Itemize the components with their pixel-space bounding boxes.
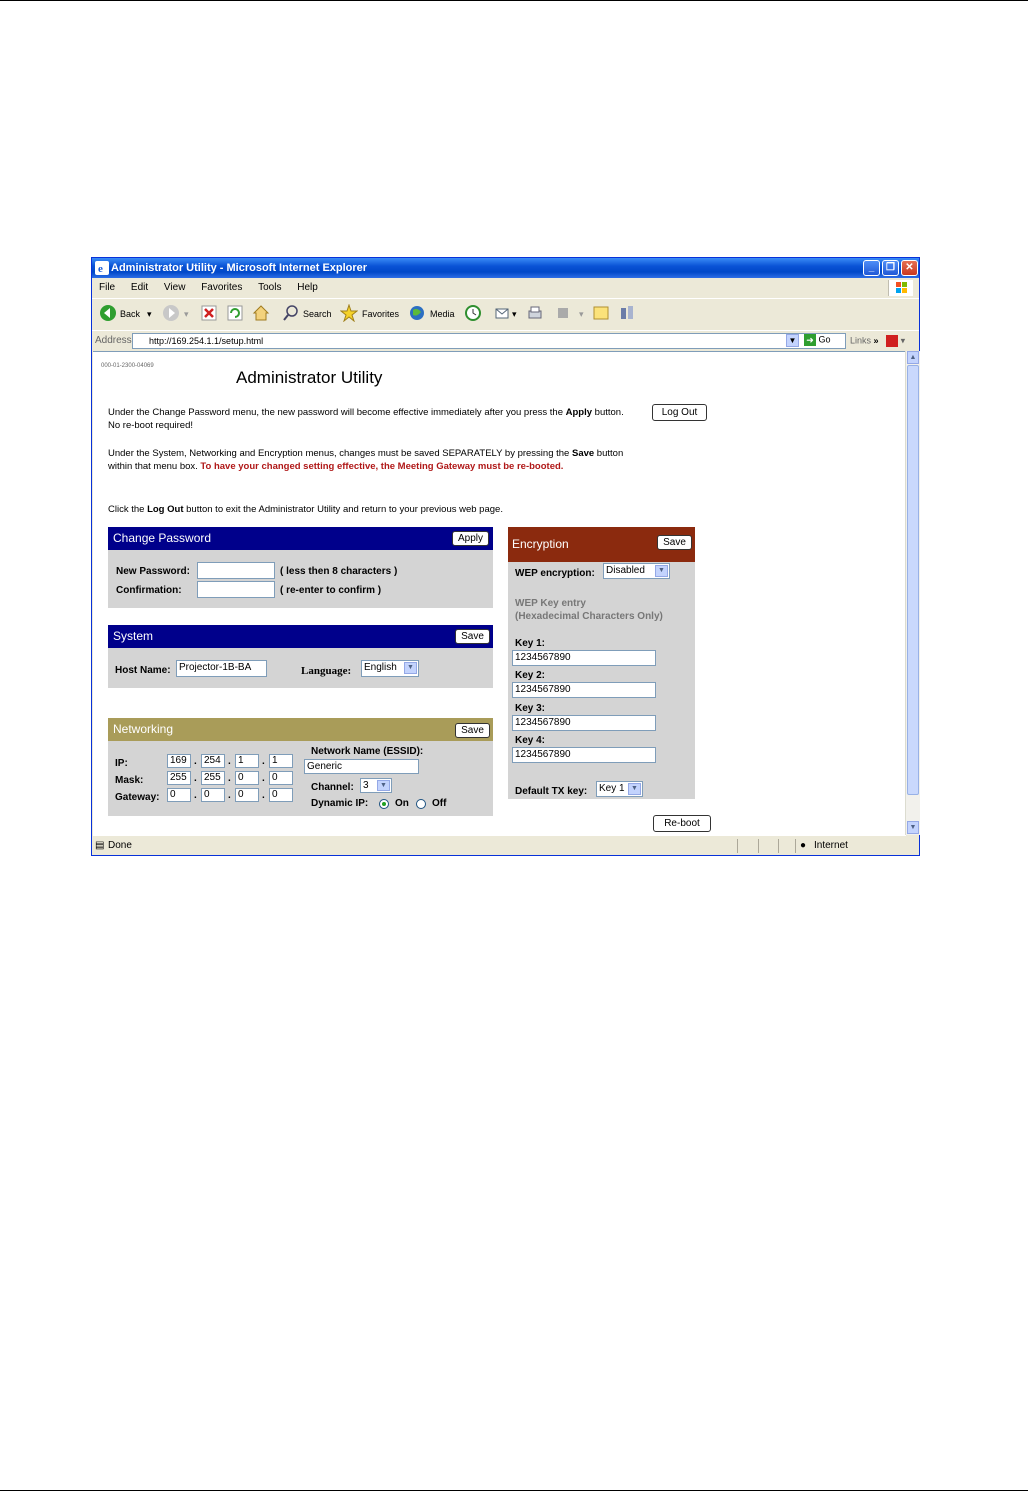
scroll-thumb[interactable] <box>907 365 919 795</box>
window-title: Administrator Utility - Microsoft Internet Explorer <box>111 262 368 274</box>
back-button[interactable]: Back <box>120 309 141 319</box>
networking-header: Networking <box>108 718 493 741</box>
change-password-header: Change Password <box>108 527 493 550</box>
back-icon[interactable] <box>99 304 117 322</box>
mask-label: Mask: <box>115 775 144 786</box>
intro-paragraph-3: Click the Log Out button to exit the Administrator Utility and return to your previous web page. <box>108 504 503 515</box>
encryption-header: Encryption <box>508 527 695 562</box>
menu-favorites[interactable]: Favorites <box>201 282 243 293</box>
address-bar <box>92 330 919 351</box>
back-dropdown-icon[interactable]: ▾ <box>147 309 152 319</box>
gateway-octet-4[interactable]: 0 <box>269 788 293 802</box>
restore-button[interactable]: ❐ <box>882 260 899 276</box>
wep-key-entry-label: WEP Key entry <box>515 598 586 609</box>
close-button[interactable]: ✕ <box>901 260 918 276</box>
dynamic-ip-on-radio[interactable] <box>379 799 389 809</box>
edit-dropdown-icon[interactable]: ▾ <box>579 309 584 319</box>
ip-octet-2[interactable]: 254 <box>201 754 225 768</box>
scroll-down-icon[interactable]: ▼ <box>907 821 919 834</box>
history-icon[interactable] <box>464 304 482 322</box>
mask-octet-1[interactable]: 255 <box>167 771 191 785</box>
mask-octet-3[interactable]: 0 <box>235 771 259 785</box>
toolbar-extra-icon[interactable] <box>886 335 898 347</box>
host-name-input[interactable]: Projector-1B-BA <box>176 660 267 677</box>
channel-label: Channel: <box>311 782 354 793</box>
go-button[interactable]: ➜ Go <box>804 334 831 346</box>
favorites-icon[interactable] <box>340 304 358 322</box>
edit-icon[interactable] <box>554 304 572 322</box>
intro-paragraph-1: Under the Change Password menu, the new password will become effective immediately after you press the Apply button. No re-boot required! <box>108 407 624 431</box>
print-icon[interactable] <box>526 304 544 322</box>
stop-icon[interactable] <box>200 304 218 322</box>
zone-text: Internet <box>814 840 848 851</box>
system-header: System <box>108 625 493 648</box>
address-label: Address <box>95 335 132 346</box>
confirmation-label: Confirmation: <box>116 585 182 596</box>
wep-encryption-select[interactable]: Disabled ▼ <box>603 563 670 579</box>
page-done-icon: ▤ <box>95 840 105 851</box>
media-icon[interactable] <box>408 304 426 322</box>
ip-octet-4[interactable]: 1 <box>269 754 293 768</box>
status-text: Done <box>108 840 132 851</box>
key2-label: Key 2: <box>515 670 546 681</box>
key2-input[interactable]: 1234567890 <box>512 682 656 698</box>
essid-label: Network Name (ESSID): <box>311 746 424 757</box>
chevron-down-icon: ▼ <box>628 783 641 795</box>
menu-file[interactable]: File <box>99 282 116 293</box>
menu-help[interactable]: Help <box>297 282 318 293</box>
encryption-save-button[interactable]: Save <box>657 535 692 550</box>
key3-label: Key 3: <box>515 703 546 714</box>
ie-icon <box>95 261 109 275</box>
system-panel <box>108 625 493 688</box>
mask-octet-4[interactable]: 0 <box>269 771 293 785</box>
search-button[interactable]: Search <box>303 309 332 319</box>
scroll-up-icon[interactable]: ▲ <box>907 351 919 364</box>
go-icon: ➜ <box>804 334 816 346</box>
menu-edit[interactable]: Edit <box>130 282 149 293</box>
wep-encryption-label: WEP encryption: <box>515 568 595 579</box>
encryption-panel <box>508 527 695 799</box>
svg-text:e: e <box>98 263 103 275</box>
language-label: Language: <box>301 665 352 677</box>
favorites-button[interactable]: Favorites <box>362 309 400 319</box>
menu-bar <box>92 279 919 297</box>
menu-view[interactable]: View <box>163 282 186 293</box>
ip-label: IP: <box>115 758 128 769</box>
dynamic-ip-off-radio[interactable] <box>416 799 426 809</box>
ip-octet-3[interactable]: 1 <box>235 754 259 768</box>
messenger-icon[interactable] <box>618 304 636 322</box>
status-bar <box>92 837 919 855</box>
media-button[interactable]: Media <box>430 309 455 319</box>
bottom-rule <box>0 1490 1028 1491</box>
address-url: http://169.254.1.1/setup.html <box>149 336 264 346</box>
channel-select[interactable]: 3 ▼ <box>360 778 392 793</box>
page-content <box>93 351 906 836</box>
discuss-icon[interactable] <box>592 304 610 322</box>
home-icon[interactable] <box>252 304 270 322</box>
mail-icon[interactable] <box>494 304 512 322</box>
key3-input[interactable]: 1234567890 <box>512 715 656 731</box>
confirmation-hint: ( re-enter to confirm ) <box>280 585 382 596</box>
wep-key-hex-note: (Hexadecimal Characters Only) <box>515 611 663 622</box>
mail-dropdown-icon[interactable]: ▾ <box>512 309 517 319</box>
apply-button[interactable]: Apply <box>452 531 489 546</box>
address-dropdown-icon[interactable]: ▼ <box>786 334 799 347</box>
essid-input[interactable]: Generic <box>304 759 419 774</box>
forward-dropdown-icon[interactable]: ▾ <box>184 309 189 319</box>
new-password-input[interactable] <box>197 562 275 579</box>
chevron-down-icon: ▼ <box>404 662 417 674</box>
key1-label: Key 1: <box>515 638 546 649</box>
system-save-button[interactable]: Save <box>455 629 490 644</box>
gateway-label: Gateway: <box>115 792 160 803</box>
key4-input[interactable]: 1234567890 <box>512 747 656 763</box>
title-bar[interactable] <box>92 258 919 278</box>
host-name-label: Host Name: <box>115 665 171 676</box>
refresh-icon[interactable] <box>226 304 244 322</box>
mask-octet-2[interactable]: 255 <box>201 771 225 785</box>
menu-tools[interactable]: Tools <box>258 282 282 293</box>
dynamic-ip-off-label: Off <box>432 798 447 809</box>
links-button[interactable]: Links » ▾ <box>850 335 906 346</box>
intro-paragraph-2: Under the System, Networking and Encryption menus, changes must be saved SEPARATELY by pressing the Save button within that menu box. To have your changed setting effective, the Meeting Gateway must be re-booted. <box>108 448 624 472</box>
top-rule <box>0 0 1028 1</box>
language-select[interactable]: English ▼ <box>361 660 419 677</box>
new-password-label: New Password: <box>116 566 190 577</box>
windows-flag-icon <box>888 280 913 296</box>
toolbar <box>92 298 919 329</box>
gateway-octet-1[interactable]: 0 <box>167 788 191 802</box>
new-password-hint: ( less then 8 characters ) <box>280 566 398 577</box>
confirmation-input[interactable] <box>197 581 275 598</box>
networking-panel: Networking Save IP: 169 . 254 . 1 . 1 Mask: 255 . 255 . 0 . 0 Gateway: 0 . 0 . 0 . 0 Network Name (ESSID): Generic Channel: 3 ▼ Dynamic IP: On Off <box>108 718 493 816</box>
key1-input[interactable]: 1234567890 <box>512 650 656 666</box>
search-icon[interactable] <box>282 304 300 322</box>
ip-octet-1[interactable]: 169 <box>167 754 191 768</box>
dynamic-ip-on-label: On <box>395 798 409 809</box>
minimize-button[interactable]: _ <box>863 260 880 276</box>
networking-save-button[interactable]: Save <box>455 723 490 738</box>
address-input[interactable] <box>132 333 846 349</box>
chevron-down-icon: ▼ <box>377 780 390 791</box>
reboot-button[interactable]: Re-boot <box>653 815 711 832</box>
browser-window <box>91 257 920 856</box>
page-code: 000-01-2300-04069 <box>101 363 154 369</box>
default-tx-key-label: Default TX key: <box>515 786 588 797</box>
chevron-down-icon: ▼ <box>655 565 668 577</box>
gateway-octet-2[interactable]: 0 <box>201 788 225 802</box>
change-password-panel <box>108 527 493 608</box>
dynamic-ip-label: Dynamic IP: <box>311 798 369 809</box>
key4-label: Key 4: <box>515 735 546 746</box>
globe-icon: ● <box>800 840 807 851</box>
forward-icon[interactable] <box>162 304 180 322</box>
logout-button[interactable]: Log Out <box>652 404 707 421</box>
gateway-octet-3[interactable]: 0 <box>235 788 259 802</box>
vertical-scrollbar[interactable] <box>905 351 920 835</box>
default-tx-key-select[interactable]: Key 1 ▼ <box>596 781 643 797</box>
page-title: Administrator Utility <box>236 368 383 387</box>
